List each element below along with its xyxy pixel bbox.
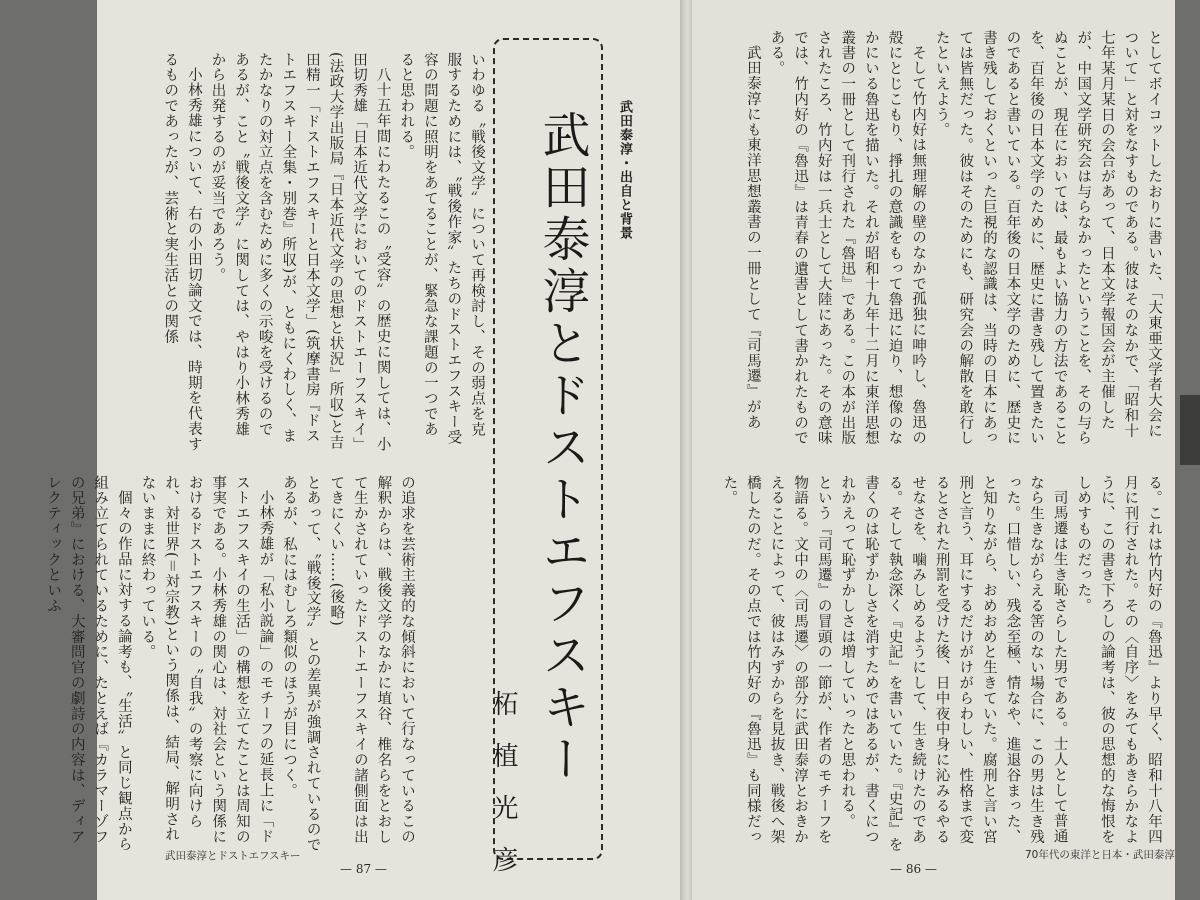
article-title: 武田泰淳とドストエフスキー [534, 110, 590, 786]
page-number-left: — 87 — [340, 862, 387, 876]
article-subtitle: 武田泰淳・出自と背景 [617, 100, 632, 240]
paragraph: 八十五年間にわたるこの〝受容〟の歴史に関しては、小田切秀雄「日本近代文学においてのドストエーフスキイ」(法政大学出版局『日本近代文学の思想と状況』所収)と吉田精一「ドストエフスキーと日本文学」(筑摩書房『ドストエフスキー全集・別巻』所収)が、ともにくわしく、またかなりの対立点を含むために多くの示唆を受けるのであるが、こと〝戦後文学〟に関しては、やはり小林秀雄から出発するのが妥当であろう。 [209, 52, 391, 452]
paragraph: いわゆる〝戦後文学〟について再検討し、その弱点を克服するためには、〝戦後作家〟たちのドストエフスキー受容の問題に照明をあてることが、緊急な課題の一つであると思われる。 [398, 52, 485, 446]
left-lower-column [45, 475, 418, 853]
paragraph: の追求を芸術主義的な傾斜において行なっているこの解釈からは、戦後文学のなかに埴谷、椎名らをとおして生かされていったドストエーフスキイの諸側面は出てきにくい……(後略) [328, 475, 415, 845]
author-name: 柘植光彦 [488, 690, 518, 898]
paragraph: とあって、〝戦後文学〟との差異が強調されているのであるが、私にはむしろ類似のほうが目につく。 [281, 475, 321, 853]
paragraph: 個々の作品に対する論考も、〝生活〟と同じ観点から組み立てられているために、たとえば『カラマーゾフの兄弟』における、大審問官の劇詩の内容は、ディアレクティックといふ [45, 475, 132, 852]
right-lower-column [721, 475, 1165, 853]
paragraph: 小林秀雄について、右の小田切論文では、時期を代表するものであったが、芸術と実生活との関係 [162, 52, 202, 452]
running-head-left: 武田泰淳とドストエフスキー [165, 850, 301, 862]
paragraph: としてボイコットしたおりに書いた、「大東亜文学者大会について」と対をなすものである。彼はそのなかで、「昭和十七年某月某日の会合があって、日本文学報国会が主催したが、中国文学研究会は与らなかったということを、その与らぬことが、現在においては、最もよい協力の方法であることを、百年後の日本文学のために、歴史に書き残して置きたいのであると書いている。百年後の日本文学のために、歴史に書き残しておくといった巨視的な認識は、当時の日本にあっては皆無だった。彼はそのためにも、研究会の解散を敢行したといえよう。 [933, 30, 1162, 446]
paragraph: 武田泰淳にも東洋思想叢書の一冊として『司馬遷』があ [744, 44, 761, 430]
paragraph: 小林秀雄が「私小説論」のモチーフの延長上に「ドストエフスキイの生活」の構想を立てたことは周知の事実である。小林秀雄の関心は、対社会という関係におけるドストエフスキーの〝自我〟の考察に向けられ、対世界(＝対宗教)という関係は、結局、解明されないままに終わっている。 [139, 475, 274, 845]
left-upper-column [110, 52, 488, 452]
paragraph: そして竹内好は無理解の壁のなかで孤独に呻吟し、魯迅の殻にとじこもり、掙扎の意識をもって魯迅に迫り、想像のなかにいる魯迅を描いた。それが昭和十九年十二月に東洋思想叢書の一冊として刊行された『魯迅』である。この本が出版されたころ、竹内好は一兵士として大陸にあった。その意味では、竹内好の『魯迅』は青春の遺書として書かれたものである。 [768, 30, 927, 446]
block-quote: 司馬遷は生き恥さらした男である。士人として普通なら生きながらえる筈のない場合に、この男は生き残った。口惜しい、残念至極、情なや、進退谷まった、と知りながら、おめおめと生きていた。腐刑と言い宮刑と言う、耳にするだけがけがらわしい、性格まで変るとされた刑罰を受けた後、日中夜中身に沁みるやるせなさを、噛みしめるようにして、生き続けたのである。そして執念深く『史記』を書いていた。『史記』を書くのは恥ずかしさを消すためではあるが、書くにつれかえって恥ずかしさは増していったと思われる。 [839, 475, 1068, 853]
book-gutter [680, 0, 692, 900]
running-head-right: 70年代の東洋と日本・武田泰淳 [1025, 849, 1175, 861]
right-upper-column [744, 30, 1165, 450]
paragraph: という『司馬遷』の冒頭の一節が、作者のモチーフを物語る。文中の〈司馬遷〉の部分に武田泰淳とおきかえることによって、彼はみずからを見抜き、戦後へ架橋したのだ。その点では竹内好の『魯迅』も同様だった。 [721, 475, 832, 845]
page-number-right: — 86 — [890, 862, 937, 876]
page-edge-shadow [1180, 395, 1200, 465]
paragraph: る。これは竹内好の『魯迅』より早く、昭和十八年四月に刊行された。その〈自序〉をみてもあきらかなように、この書き下ろしの論考は、彼の思想的な悔恨をしめすものだった。 [1075, 475, 1162, 845]
